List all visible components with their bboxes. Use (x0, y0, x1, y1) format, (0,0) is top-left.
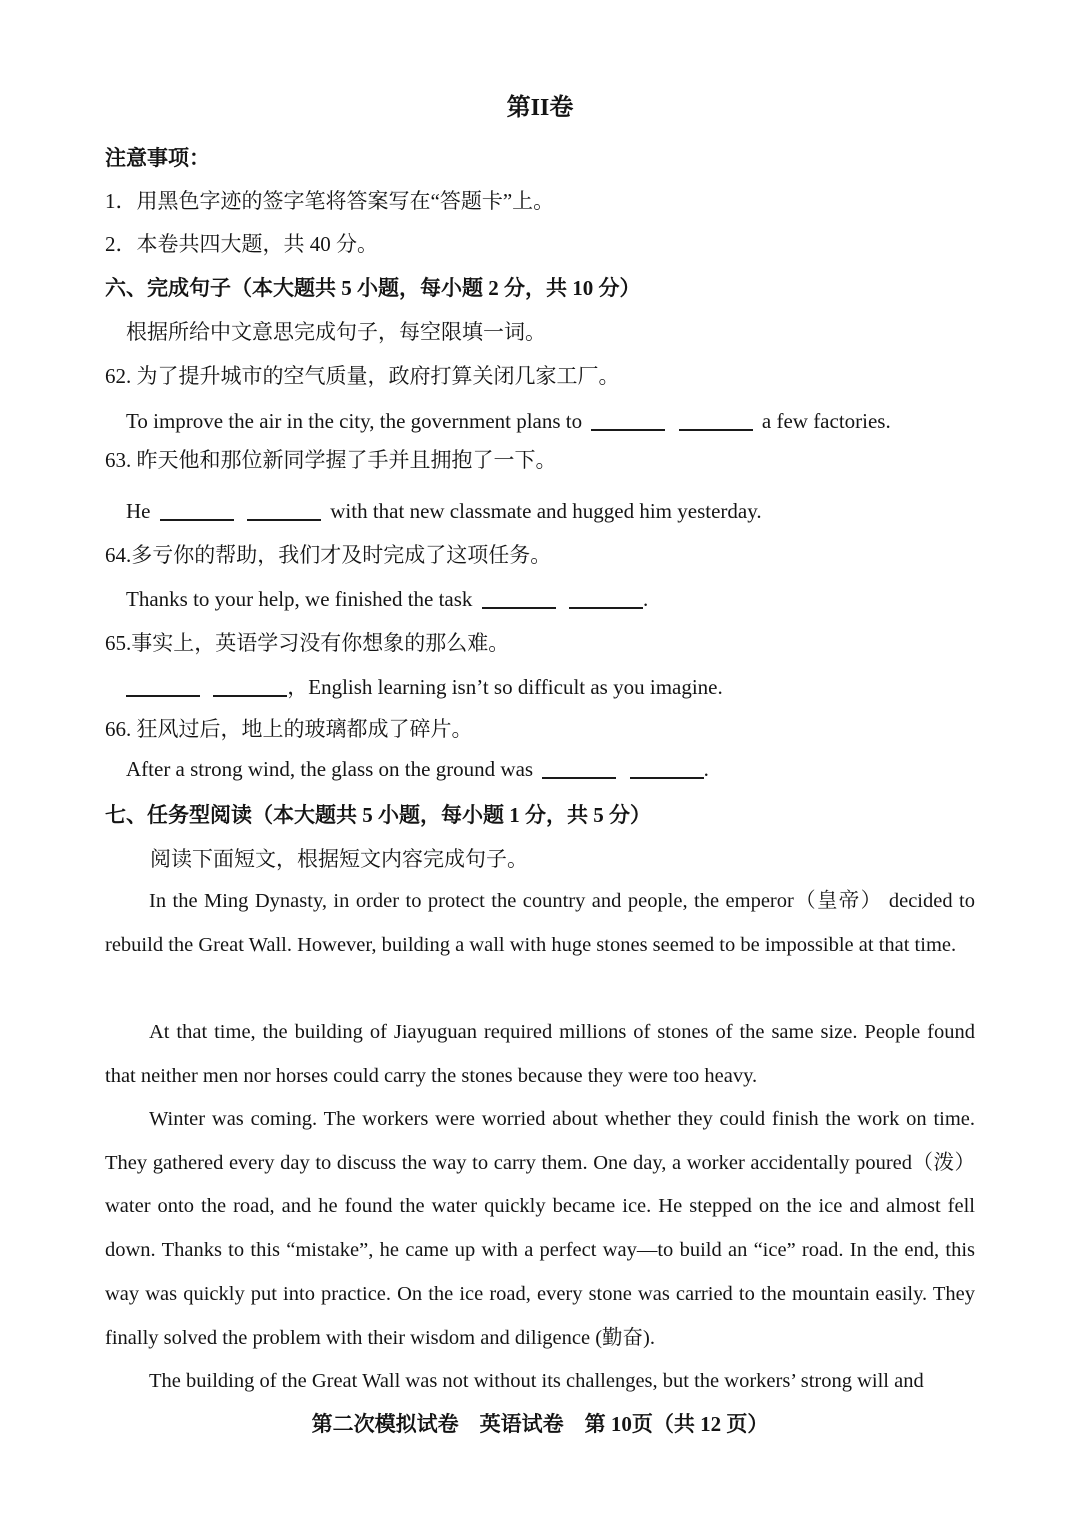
answer-blank[interactable] (247, 519, 321, 521)
part6-heading: 六、完成句子（本大题共 5 小题，每小题 2 分，共 10 分） (105, 276, 641, 300)
answer-blank[interactable] (126, 695, 200, 697)
answer-blank[interactable] (569, 607, 643, 609)
question-chinese: 63. 昨天他和那位新同学握了手并且拥抱了一下。 (105, 448, 557, 472)
question-english (126, 755, 709, 783)
question-chinese: 62. 为了提升城市的空气质量，政府打算关闭几家工厂。 (105, 364, 620, 388)
answer-blank[interactable] (630, 777, 704, 779)
question-english (126, 585, 648, 613)
question-chinese: 64.多亏你的帮助，我们才及时完成了这项任务。 (105, 543, 552, 567)
page-footer: 第二次模拟试卷 英语试卷 第 10页（共 12 页） (311, 1412, 769, 1436)
answer-blank[interactable] (213, 695, 287, 697)
section-title: 第II卷 (506, 95, 574, 121)
english-text-after: a few factories. (761, 409, 891, 433)
question-chinese: 65.事实上，英语学习没有你想象的那么难。 (105, 631, 510, 655)
note-item: 1．用黑色字迹的签字笔将答案写在“答题卡”上。 (105, 189, 555, 213)
question-english (126, 497, 762, 525)
answer-blank[interactable] (591, 429, 665, 431)
english-text-before: Thanks to your help, we finished the task (126, 587, 473, 611)
part7-heading: 七、任务型阅读（本大题共 5 小题，每小题 1 分，共 5 分） (105, 803, 651, 827)
english-text-after: . (642, 587, 649, 611)
answer-blank[interactable] (542, 777, 616, 779)
note-item: 2．本卷共四大题，共 40 分。 (105, 232, 378, 256)
english-text-before: He (126, 499, 151, 523)
english-text-after: . (703, 757, 709, 781)
passage-paragraph: At that time, the building of Jiayuguan required millions of stones of the same size. People found that neither men nor horses could carry the stones because they were too heavy. (105, 1021, 975, 1087)
question-english (126, 407, 891, 435)
english-text-before: To improve the air in the city, the government plans to (126, 409, 583, 433)
english-text-before: After a strong wind, the glass on the ground was (126, 757, 534, 781)
question-english (126, 673, 723, 701)
notes-heading: 注意事项： (105, 146, 210, 170)
passage-paragraph: Winter was coming. The workers were worried about whether they could finish the work on time. They gathered every day to discuss the way to carry them. One day, a worker accidentally poured（泼）water onto the road, and he found the water quickly became ice. He stepped on the ice and almost fell down. Thanks to this “mistake”, he came up with a perfect way—to build an “ice” road. In the end, this way was quickly put into practice. On the ice road, every stone was carried to the mountain easily. They finally solved the problem with their wisdom and diligence (勤奋). (105, 1108, 975, 1349)
answer-blank[interactable] (679, 429, 753, 431)
part7-instruction: 阅读下面短文，根据短文内容完成句子。 (150, 847, 528, 871)
passage-paragraph: In the Ming Dynasty, in order to protect the country and people, the emperor（皇帝） decided to rebuild the Great Wall. However, building a wall with huge stones seemed to be impossible at that time. (105, 890, 975, 956)
english-text-after: ，English learning isn’t so difficult as you imagine. (287, 675, 723, 699)
question-chinese: 66. 狂风过后，地上的玻璃都成了碎片。 (105, 717, 473, 741)
answer-blank[interactable] (160, 519, 234, 521)
english-text-after: with that new classmate and hugged him yesterday. (330, 499, 762, 523)
answer-blank[interactable] (482, 607, 556, 609)
part6-instruction: 根据所给中文意思完成句子，每空限填一词。 (126, 320, 546, 344)
passage-paragraph: The building of the Great Wall was not without its challenges, but the workers’ strong will and (149, 1370, 924, 1392)
